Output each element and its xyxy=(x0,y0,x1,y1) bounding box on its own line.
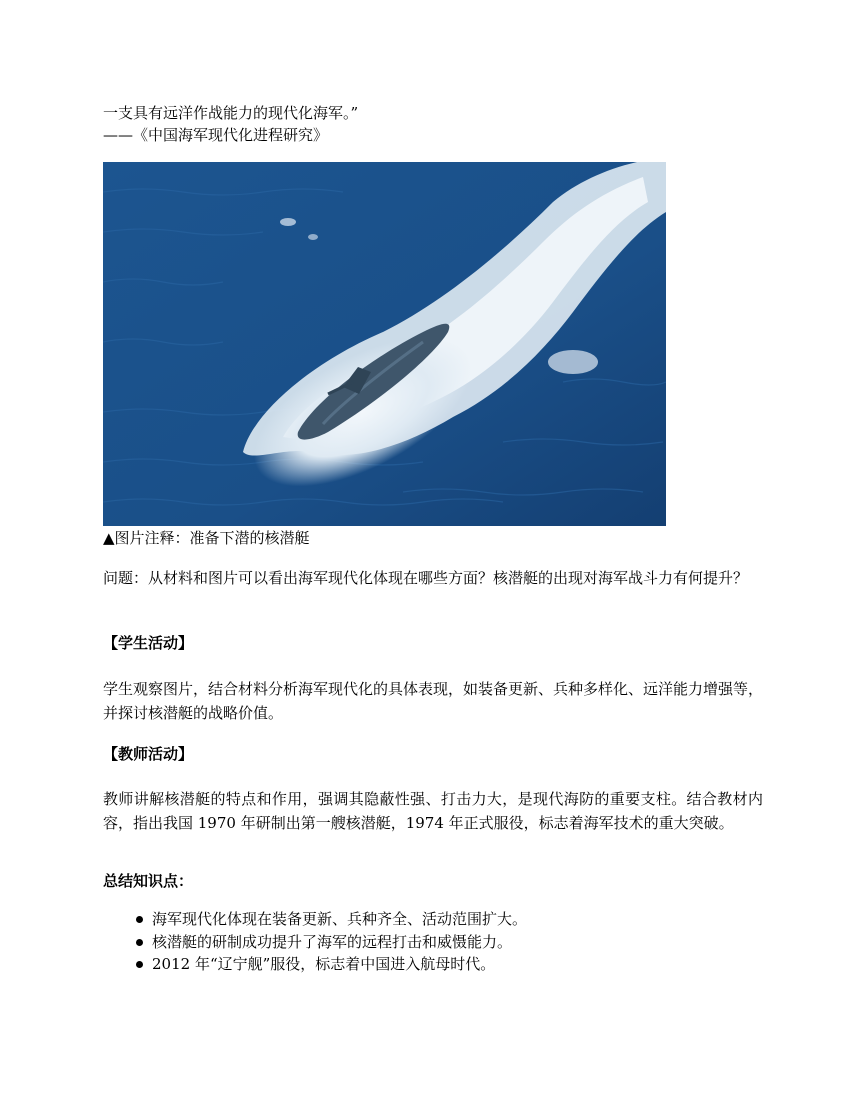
question-text: 问题：从材料和图片可以看出海军现代化体现在哪些方面？核潜艇的出现对海军战斗力有何提升？ xyxy=(103,569,749,587)
student-activity-text: 学生观察图片，结合材料分析海军现代化的具体表现，如装备更新、兵种多样化、远洋能力增强等，并探讨核潜艇的战略价值。 xyxy=(103,680,764,722)
summary-list xyxy=(134,908,527,976)
submarine-photo xyxy=(103,162,666,526)
bullet-icon xyxy=(136,939,143,946)
summary-heading: 总结知识点： xyxy=(103,872,194,890)
list-item xyxy=(134,908,527,931)
student-activity-heading: 【学生活动】 xyxy=(103,634,194,652)
quote-source: ——《中国海军现代化进程研究》 xyxy=(103,126,329,144)
bullet-icon xyxy=(136,916,143,923)
teacher-activity-heading: 【教师活动】 xyxy=(103,745,194,763)
list-item-text: 核潜艇的研制成功提升了海军的远程打击和威慑能力。 xyxy=(152,932,513,951)
bullet-icon xyxy=(136,961,143,968)
list-item xyxy=(134,953,527,976)
figure-caption: ▲图片注释：准备下潜的核潜艇 xyxy=(103,529,310,547)
list-item-text: 2012 年“辽宁舰”服役，标志着中国进入航母时代。 xyxy=(152,955,496,973)
submarine-illustration xyxy=(103,162,666,526)
quote-text: 一支具有远洋作战能力的现代化海军。” xyxy=(103,104,359,122)
list-item-text: 海军现代化体现在装备更新、兵种齐全、活动范围扩大。 xyxy=(152,910,528,928)
teacher-activity-text: 教师讲解核潜艇的特点和作用，强调其隐蔽性强、打击力大，是现代海防的重要支柱。结合教材内容，指出我国 1970 年研制出第一艘核潜艇，1974 年正式服役，标志着海军技术的重大突破。 xyxy=(103,790,763,832)
list-item xyxy=(134,931,527,954)
